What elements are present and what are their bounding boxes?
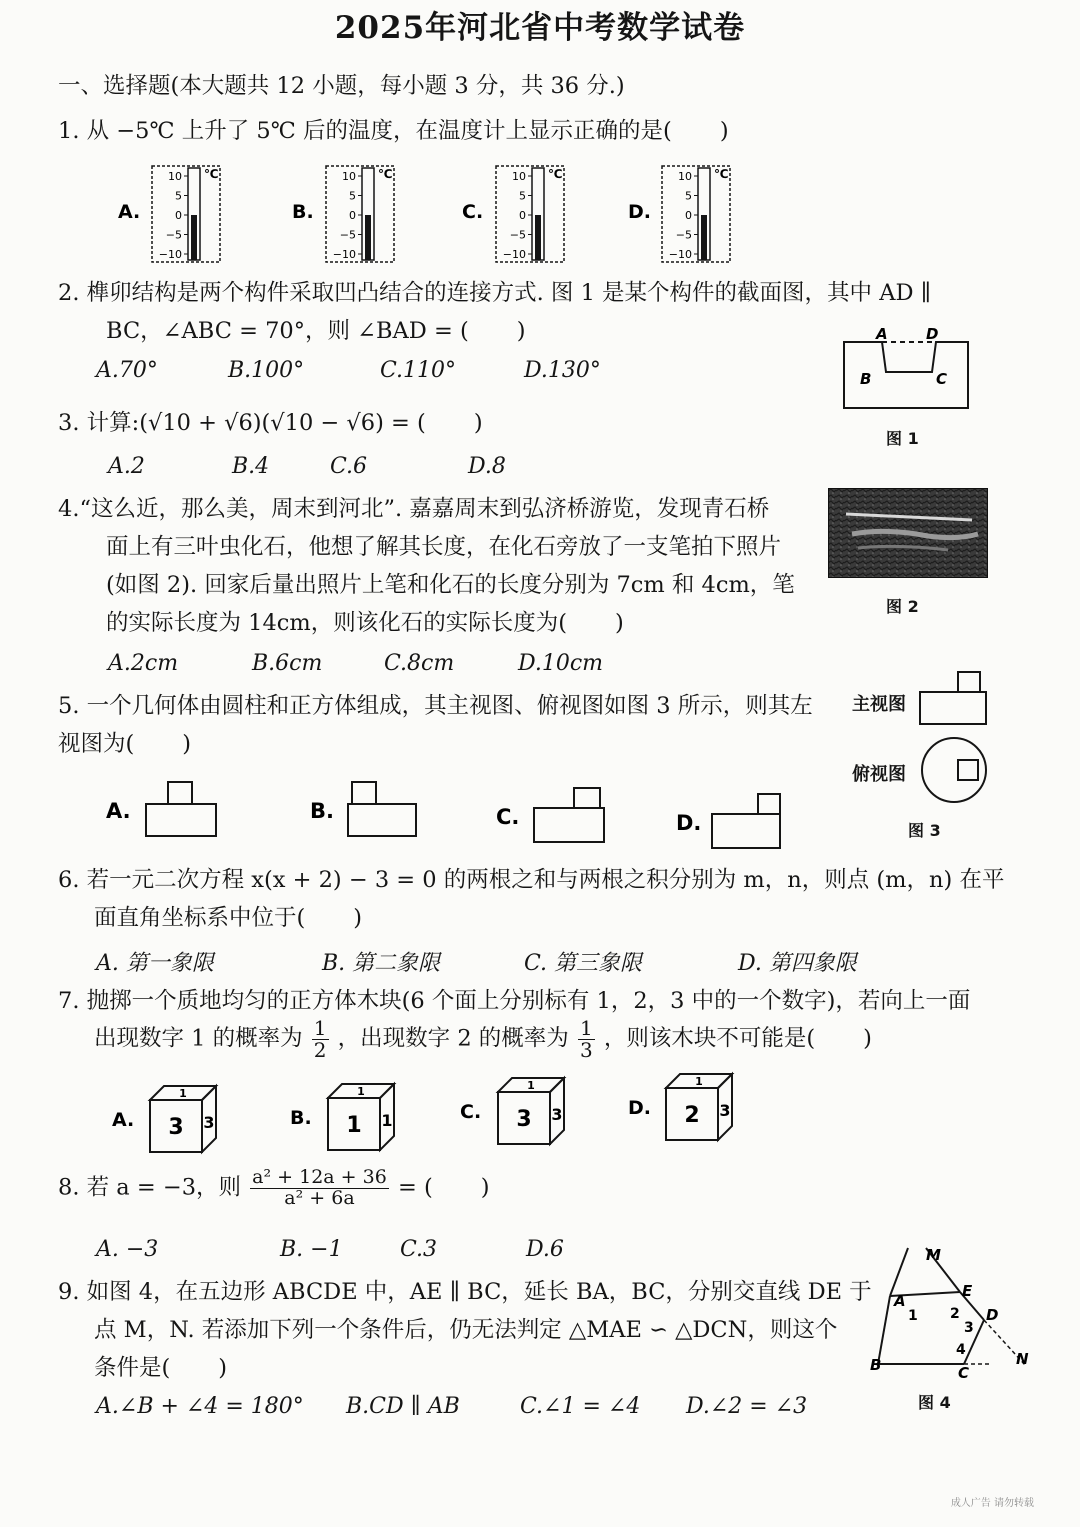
q4-option-a: A.2cm bbox=[108, 651, 179, 676]
q7-frac2-den: 3 bbox=[579, 1038, 593, 1062]
q9-option-c: C.∠1 = ∠4 bbox=[520, 1394, 641, 1419]
cube-a bbox=[112, 1086, 216, 1152]
q7-fraction-half bbox=[312, 1018, 329, 1061]
q7-text-b: ，出现数字 2 的概率为 bbox=[337, 1025, 569, 1052]
q9-line3-text: 条件是( bbox=[94, 1355, 171, 1381]
thermometer-tick-label: 10 bbox=[678, 170, 692, 183]
q1-label-c: C. bbox=[462, 201, 484, 223]
q7-label-b: B. bbox=[290, 1107, 312, 1129]
fig4-label-d: D bbox=[986, 1306, 999, 1324]
q7-frac2-num: 1 bbox=[579, 1016, 593, 1040]
figure-4-caption: 图 4 bbox=[918, 1393, 951, 1412]
cube-top-number: 1 bbox=[357, 1085, 365, 1098]
figure-3-top-label: 俯视图 bbox=[852, 764, 906, 785]
q8-stem-text: 8. 若 a = −3，则 bbox=[58, 1174, 242, 1201]
q4-line2: 面上有三叶虫化石，他想了解其长度，在化石旁放了一支笔拍下照片 bbox=[106, 534, 782, 560]
q7-label-c: C. bbox=[460, 1101, 482, 1123]
q1-stem-text: 1. 从 −5℃ 上升了 5℃ 后的温度，在温度计上显示正确的是( bbox=[58, 118, 672, 144]
figure-1-caption: 图 1 bbox=[886, 429, 919, 448]
cube-top-number: 1 bbox=[527, 1079, 535, 1092]
q6-option-a: A. 第一象限 bbox=[96, 951, 214, 976]
thermometer-tick-label: 10 bbox=[512, 170, 526, 183]
footer-watermark: 成人广告 请勿转载 bbox=[950, 1498, 1034, 1509]
q6-line1: 6. 若一元二次方程 x(x + 2) − 3 = 0 的两根之和与两根之积分别为 m，n，则点 (m，n) 在平 bbox=[58, 867, 1005, 893]
q4-line3: (如图 2). 回家后量出照片上笔和化石的长度分别为 7cm 和 4cm，笔 bbox=[106, 572, 795, 598]
q5-options bbox=[0, 770, 840, 860]
cube-front-number: 1 bbox=[346, 1113, 362, 1138]
q6-line2 bbox=[94, 900, 362, 932]
q2-option-c: C.110° bbox=[380, 358, 457, 383]
q5-b-top bbox=[352, 782, 376, 804]
cube-front-number: 3 bbox=[168, 1115, 184, 1140]
cube-b bbox=[290, 1084, 394, 1150]
thermometer-tick-label: 5 bbox=[685, 189, 692, 203]
fig1-label-d: D bbox=[926, 325, 939, 343]
fig3-top-square bbox=[958, 760, 978, 780]
thermometer-c bbox=[462, 166, 564, 262]
fig4-angle-3: 3 bbox=[964, 1320, 974, 1336]
q3-close: ) bbox=[473, 410, 483, 436]
section-heading: 一、选择题(本大题共 12 小题，每小题 3 分，共 36 分.) bbox=[58, 73, 625, 99]
thermometer-tick-label: −5 bbox=[675, 228, 692, 242]
q9-line2: 点 M，N. 若添加下列一个条件后，仍无法判定 △MAE ∽ △DCN，则这个 bbox=[94, 1317, 838, 1343]
q4-option-d: D.10cm bbox=[518, 651, 604, 676]
figure-3-svg bbox=[914, 664, 994, 808]
cube-top-number: 1 bbox=[695, 1075, 703, 1088]
q5-label-d: D. bbox=[676, 811, 702, 835]
figure-1 bbox=[838, 322, 978, 418]
thermometer-tick-label: −10 bbox=[502, 248, 526, 261]
q9-option-b: B.CD ∥ AB bbox=[346, 1394, 460, 1419]
q5-close: ) bbox=[182, 731, 192, 757]
q7-label-a: A. bbox=[112, 1109, 135, 1131]
q7-text-a: 出现数字 1 的概率为 bbox=[94, 1025, 303, 1052]
figure-2-caption: 图 2 bbox=[886, 597, 919, 616]
q5-a-top bbox=[168, 782, 192, 804]
q2-line2 bbox=[106, 313, 526, 345]
fig4-angle-1: 1 bbox=[908, 1308, 918, 1324]
thermometer-tick-label: 0 bbox=[519, 209, 526, 222]
q6-close: ) bbox=[353, 905, 363, 931]
thermometer-tick-label: −10 bbox=[668, 248, 692, 261]
thermometer-tick-label: −5 bbox=[509, 228, 526, 242]
q6-line2-text: 面直角坐标系中位于( bbox=[94, 905, 306, 931]
q7-label-d: D. bbox=[628, 1097, 651, 1119]
q3-option-a: A.2 bbox=[108, 454, 145, 479]
fig1-label-c: C bbox=[936, 370, 948, 388]
q7-line1: 7. 抛掷一个质地均匀的正方体木块(6 个面上分别标有 1，2，3 中的一个数字)，若向上一面 bbox=[58, 988, 971, 1014]
q5-b-base bbox=[348, 804, 416, 836]
q3-option-d: D.8 bbox=[468, 454, 506, 479]
q1-thermometers-svg bbox=[0, 160, 1080, 270]
thermometer-tick-label: 5 bbox=[519, 189, 526, 203]
q6-option-c: C. 第三象限 bbox=[524, 951, 643, 976]
q1-label-b: B. bbox=[292, 201, 314, 223]
thermometer-fill bbox=[535, 215, 541, 260]
figure-4-svg bbox=[864, 1240, 1034, 1380]
q8-denominator: a² + 6a bbox=[284, 1186, 355, 1209]
q1-label-a: A. bbox=[118, 201, 141, 223]
q7-cubes bbox=[0, 1068, 800, 1158]
cube-c bbox=[460, 1078, 564, 1144]
fig3-front-top bbox=[958, 672, 980, 692]
q5-line2-text: 视图为( bbox=[58, 731, 135, 757]
q7-line2 bbox=[94, 1018, 872, 1061]
q8-stem bbox=[58, 1168, 490, 1209]
thermometer-tick-label: −10 bbox=[158, 248, 182, 261]
q7-frac1-num: 1 bbox=[313, 1016, 327, 1040]
q6-option-b: B. 第二象限 bbox=[322, 951, 441, 976]
q7-close: ) bbox=[863, 1025, 872, 1052]
q2-close: ) bbox=[516, 318, 526, 344]
thermometer-unit: ℃ bbox=[378, 167, 393, 181]
q5-d-base bbox=[712, 814, 780, 848]
cube-side-number: 3 bbox=[719, 1101, 731, 1120]
q4-option-b: B.6cm bbox=[252, 651, 323, 676]
q8-option-b: B. −1 bbox=[280, 1237, 343, 1262]
q7-frac1-den: 2 bbox=[313, 1038, 327, 1062]
q9-line3 bbox=[94, 1350, 227, 1382]
q4-option-c: C.8cm bbox=[384, 651, 455, 676]
thermometer-tick-label: 0 bbox=[175, 209, 182, 222]
thermometer-unit: ℃ bbox=[714, 167, 729, 181]
q2-option-a: A.70° bbox=[96, 358, 158, 383]
fig4-label-e: E bbox=[962, 1282, 973, 1300]
fig4-angle-2: 2 bbox=[950, 1306, 960, 1322]
q9-option-a: A.∠B + ∠4 = 180° bbox=[96, 1394, 304, 1419]
q3-option-b: B.4 bbox=[232, 454, 270, 479]
figure-4 bbox=[864, 1240, 1034, 1380]
figure-2-photo bbox=[828, 488, 988, 578]
q5-d-top bbox=[758, 794, 780, 814]
q5-line1: 5. 一个几何体由圆柱和正方体组成，其主视图、俯视图如图 3 所示，则其左 bbox=[58, 693, 813, 719]
q5-a-base bbox=[146, 804, 216, 836]
thermometer-tick-label: 0 bbox=[349, 209, 356, 222]
figure-1-svg bbox=[838, 322, 978, 418]
q5-label-a: A. bbox=[106, 799, 131, 823]
q8-numerator: a² + 12a + 36 bbox=[252, 1166, 387, 1188]
q5-c-base bbox=[534, 808, 604, 842]
fig3-top-circle bbox=[922, 738, 986, 802]
page-title: 2025年河北省中考数学试卷 bbox=[334, 10, 746, 46]
q3-stem-text: 3. 计算:(√10 + √6)(√10 − √6) = ( bbox=[58, 410, 426, 436]
q7-text-c: ，则该木块不可能是( bbox=[603, 1025, 816, 1052]
q9-close: ) bbox=[218, 1355, 228, 1381]
q7-fraction-third bbox=[578, 1018, 595, 1061]
fig4-angle-4: 4 bbox=[956, 1342, 966, 1358]
thermometer-tick-label: 10 bbox=[168, 170, 182, 183]
fig4-label-c: C bbox=[958, 1364, 970, 1380]
cube-front-number: 2 bbox=[684, 1103, 700, 1128]
q2-option-b: B.100° bbox=[228, 358, 305, 383]
thermometer-fill bbox=[191, 215, 197, 260]
fig4-label-b: B bbox=[870, 1356, 882, 1374]
cube-front-number: 3 bbox=[516, 1107, 532, 1132]
figure-2-svg bbox=[828, 488, 988, 578]
fig3-front-base bbox=[920, 692, 986, 724]
q9-option-d: D.∠2 = ∠3 bbox=[686, 1394, 808, 1419]
q8-option-a: A. −3 bbox=[96, 1237, 159, 1262]
q4-line1: 4.“这么近，那么美，周末到河北”. 嘉嘉周末到弘济桥游览，发现青石桥 bbox=[58, 496, 770, 522]
thermometer-tick-label: −5 bbox=[165, 228, 182, 242]
cube-side-number: 1 bbox=[381, 1111, 393, 1130]
q8-option-d: D.6 bbox=[526, 1237, 564, 1262]
q3-option-c: C.6 bbox=[330, 454, 368, 479]
thermometer-unit: ℃ bbox=[548, 167, 563, 181]
thermometer-tick-label: −5 bbox=[339, 228, 356, 242]
q8-close: ) bbox=[480, 1174, 490, 1201]
figure-3-front-label: 主视图 bbox=[852, 694, 906, 715]
thermometer-tick-label: 5 bbox=[349, 189, 356, 203]
q5-label-c: C. bbox=[496, 805, 520, 829]
thermometer-unit: ℃ bbox=[204, 167, 219, 181]
q7-cubes-svg bbox=[0, 1068, 800, 1158]
thermometer-fill bbox=[365, 215, 371, 260]
thermometer-tick-label: 10 bbox=[342, 170, 356, 183]
q3-stem bbox=[58, 405, 483, 437]
q8-fraction bbox=[250, 1168, 389, 1209]
thermometer-fill bbox=[701, 215, 707, 260]
thermometer-b bbox=[292, 166, 394, 262]
q5-label-b: B. bbox=[310, 799, 334, 823]
q1-close: ) bbox=[719, 118, 729, 144]
q4-line4 bbox=[106, 605, 624, 637]
q2-line2-text: BC，∠ABC = 70°，则 ∠BAD = ( bbox=[106, 318, 469, 344]
q4-close: ) bbox=[615, 610, 624, 636]
q1-label-d: D. bbox=[628, 201, 651, 223]
thermometer-a bbox=[118, 166, 220, 262]
q1-stem bbox=[58, 113, 729, 145]
q2-line1: 2. 榫卯结构是两个构件采取凹凸结合的连接方式. 图 1 是某个构件的截面图，其中 AD ∥ bbox=[58, 280, 932, 306]
fig1-label-b: B bbox=[860, 370, 872, 388]
thermometer-tick-label: 0 bbox=[685, 209, 692, 222]
q6-option-d: D. 第四象限 bbox=[738, 951, 857, 976]
fig4-label-a: A bbox=[894, 1292, 906, 1310]
q8-equals: = ( bbox=[397, 1174, 433, 1201]
q5-line2 bbox=[58, 726, 191, 758]
q5-c-top bbox=[574, 788, 600, 808]
q2-option-d: D.130° bbox=[524, 358, 601, 383]
q5-options-svg bbox=[0, 770, 840, 860]
fig4-label-m: M bbox=[926, 1246, 941, 1264]
q8-option-c: C.3 bbox=[400, 1237, 438, 1262]
cube-d bbox=[628, 1074, 732, 1140]
fig4-label-n: N bbox=[1016, 1350, 1029, 1368]
figure-3-caption: 图 3 bbox=[908, 821, 941, 840]
cube-top-number: 1 bbox=[179, 1087, 187, 1100]
thermometer-tick-label: −10 bbox=[332, 248, 356, 261]
q1-thermometers bbox=[0, 160, 1080, 270]
q9-line1: 9. 如图 4，在五边形 ABCDE 中，AE ∥ BC，延长 BA，BC，分别交直线 DE 于 bbox=[58, 1279, 872, 1305]
thermometer-tick-label: 5 bbox=[175, 189, 182, 203]
thermometer-d bbox=[628, 166, 730, 262]
cube-side-number: 3 bbox=[203, 1113, 215, 1132]
cube-side-number: 3 bbox=[551, 1105, 563, 1124]
figure-3 bbox=[914, 664, 994, 808]
q4-line4-text: 的实际长度为 14cm，则该化石的实际长度为( bbox=[106, 610, 567, 636]
fig1-label-a: A bbox=[876, 325, 888, 343]
